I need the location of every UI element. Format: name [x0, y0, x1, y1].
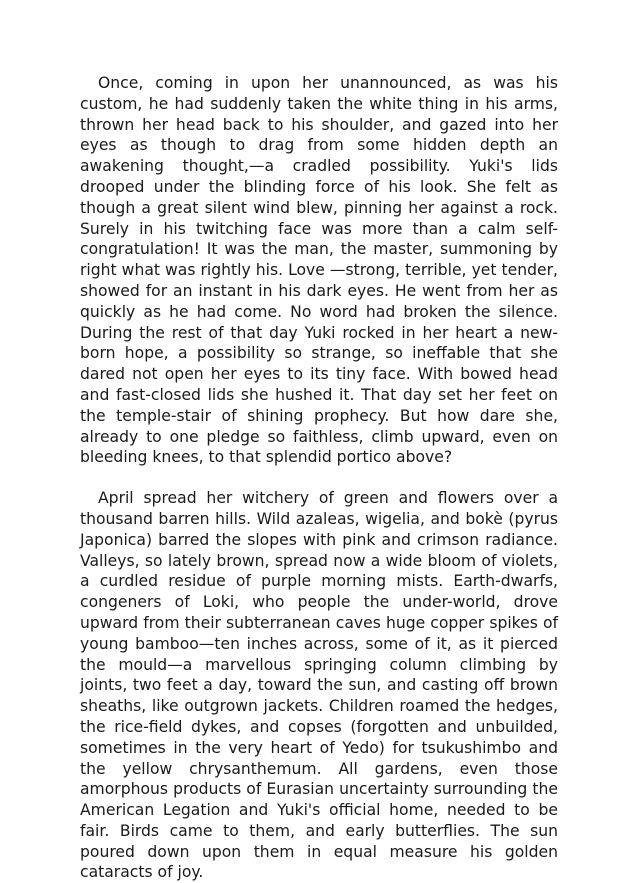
page-body — [80, 73, 558, 883]
paragraph: Once, coming in upon her unannounced, as was his custom, he had suddenly taken the white thing in his arms, thrown her head back to his shoulder, and gazed into her eyes as though to drag from some hidden depth an awakening thought,—a cradled possibility. Yuki's lids drooped under the blinding force of his look. She felt as though a great silent wind blew, pinning her against a rock. Surely in his twitching face was more than a calm self-congratulation! It was the man, the master, summoning by right what was rightly his. Love —strong, terrible, yet tender, showed for an instant in his dark eyes. He went from her as quickly as he had come. No word had broken the silence. During the rest of that day Yuki rocked in her heart a new-born hope, a possibility so strange, so ineffable that she dared not open her eyes to its tiny face. With bowed head and fast-closed lids she hushed it. That day set her feet on the temple-stair of shining prophecy. But how dare she, already to one pledge so faithless, climb upward, even on bleeding knees, to that splendid portico above? — [80, 74, 558, 467]
paragraph: April spread her witchery of green and flowers over a thousand barren hills. Wild azaleas, wigelia, and bokè (pyrus Japonica) barred the slopes with pink and crimson radiance. Valleys, so lately brown, spread now a wide bloom of violets, a curdled residue of purple morning mists. Earth-dwarfs, congeners of Loki, who people the under-world, drove upward from their subterranean caves huge copper spikes of young bamboo—ten inches across, some of it, as it pierced the mould—a marvellous springing column climbing by joints, two feet a day, toward the sun, and casting off brown sheaths, like outgrown jackets. Children roamed the hedges, the rice-field dykes, and copses (forgotten and unbuilded, sometimes in the very heart of Yedo) for tsukushimbo and the yellow chrysanthemum. All gardens, even those amorphous products of Eurasian uncertainty surrounding the American Legation and Yuki's official home, needed to be fair. Birds came to them, and early butterflies. The sun poured down upon them in equal measure his golden cataracts of joy. — [80, 489, 558, 882]
